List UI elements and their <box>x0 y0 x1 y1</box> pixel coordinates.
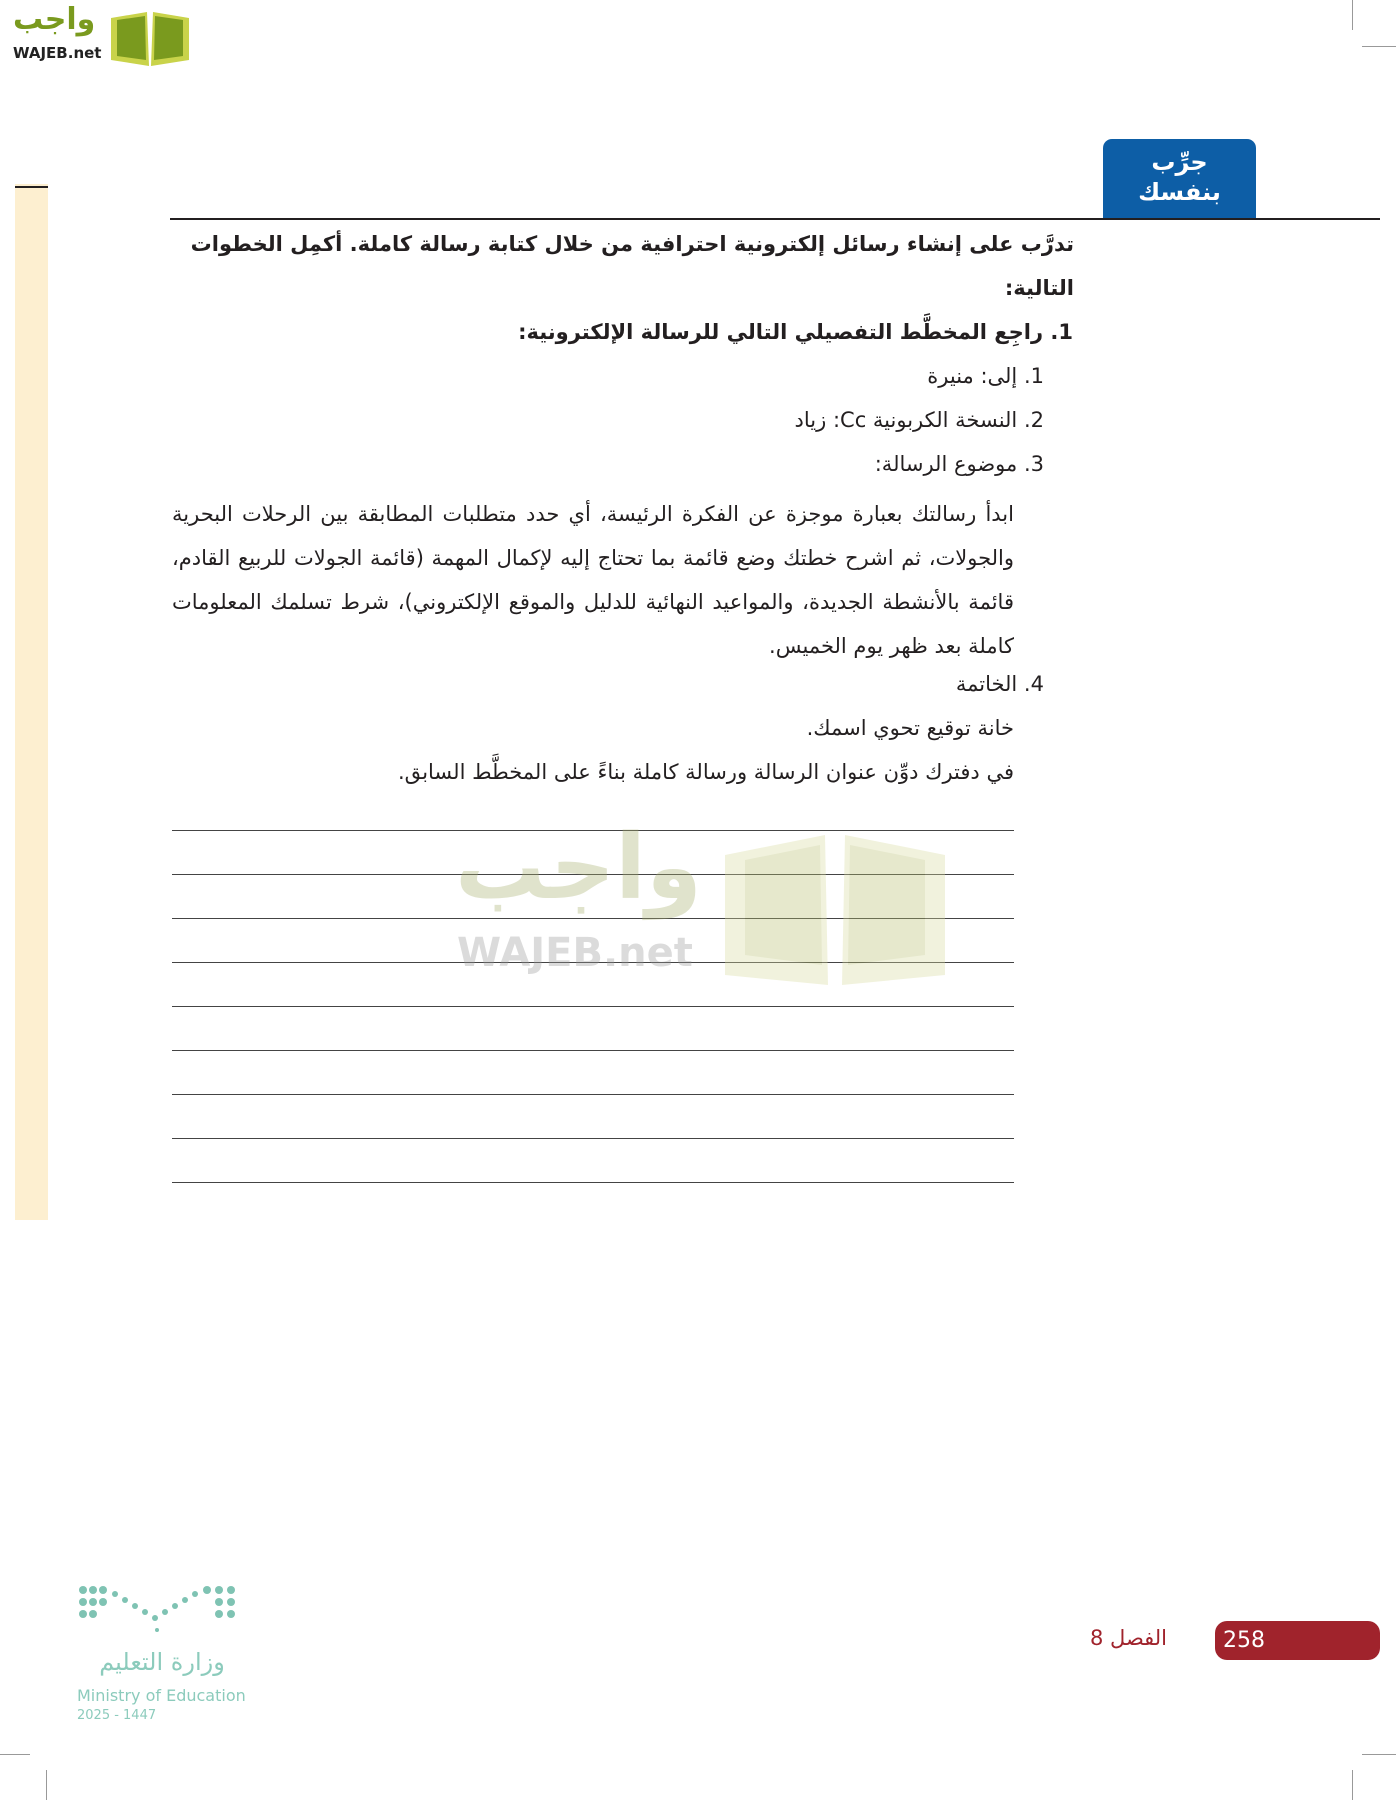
intro-text-cont: التالية: <box>1004 276 1074 300</box>
crop-mark <box>1352 1770 1353 1800</box>
section-rule <box>170 218 1380 220</box>
ministry-dots-icon <box>77 1582 247 1642</box>
item-subject: 3. موضوع الرسالة: <box>874 452 1044 476</box>
ministry-logo <box>77 1582 252 1732</box>
instruction-text: في دفترك دوِّن عنوان الرسالة ورسالة كاملة بناءً على المخطَّط السابق. <box>398 760 1014 784</box>
wajeb-logo <box>9 2 189 66</box>
logo-arabic: واجب <box>13 2 96 37</box>
divider <box>15 186 48 188</box>
writing-line[interactable] <box>172 1050 1014 1051</box>
writing-line[interactable] <box>172 1138 1014 1139</box>
watermark-book-icon <box>720 815 950 985</box>
crop-mark <box>46 1770 47 1800</box>
writing-line[interactable] <box>172 1094 1014 1095</box>
item-cc: 2. النسخة الكربونية Cc: زياد <box>794 408 1044 432</box>
writing-line[interactable] <box>172 1182 1014 1183</box>
page-number: 258 <box>1215 1621 1380 1660</box>
watermark-arabic: واجب <box>455 815 702 920</box>
try-yourself-badge <box>1103 139 1256 219</box>
ministry-english: Ministry of Education <box>77 1686 246 1705</box>
intro-text: تدرَّب على إنشاء رسائل إلكترونية احترافية من خلال كتابة رسالة كاملة. أكمِل الخطوات <box>190 232 1074 256</box>
item-closing: 4. الخاتمة <box>955 672 1044 696</box>
crop-mark <box>1362 46 1396 47</box>
writing-line[interactable] <box>172 1006 1014 1007</box>
crop-mark <box>1352 0 1353 30</box>
badge-line: بنفسك <box>1138 178 1221 206</box>
badge-line: جرِّب <box>1151 148 1208 176</box>
logo-english: WAJEB.net <box>13 44 102 62</box>
step-1-heading: 1. راجِع المخطَّط التفصيلي التالي للرسالة الإلكترونية: <box>518 320 1073 344</box>
signature-text: خانة توقيع تحوي اسمك. <box>806 716 1014 740</box>
ministry-arabic: وزارة التعليم <box>99 1648 225 1676</box>
crop-mark <box>1362 1754 1396 1755</box>
watermark-english: WAJEB.net <box>457 930 693 976</box>
crop-mark <box>0 1754 30 1755</box>
ministry-year: 2025 - 1447 <box>77 1708 157 1723</box>
body-paragraph: ابدأ رسالتك بعبارة موجزة عن الفكرة الرئيسة، أي حدد متطلبات المطابقة بين الرحلات البحرية والجولات، ثم اشرح خطتك وضع قائمة بما تحتاج إليه لإكمال المهمة (قائمة الجولات للربيع القادم، قائمة بالأنشطة الجديدة، والمواعيد النهائية للدليل والموقع الإلكتروني)، شرط تسلمك المعلومات كاملة بعد ظهر يوم الخميس. <box>172 502 1014 658</box>
side-margin-bar <box>15 184 48 1220</box>
book-icon <box>109 8 191 66</box>
chapter-label: الفصل 8 <box>1090 1626 1168 1650</box>
watermark <box>455 815 955 985</box>
item-to: 1. إلى: منيرة <box>927 364 1044 388</box>
